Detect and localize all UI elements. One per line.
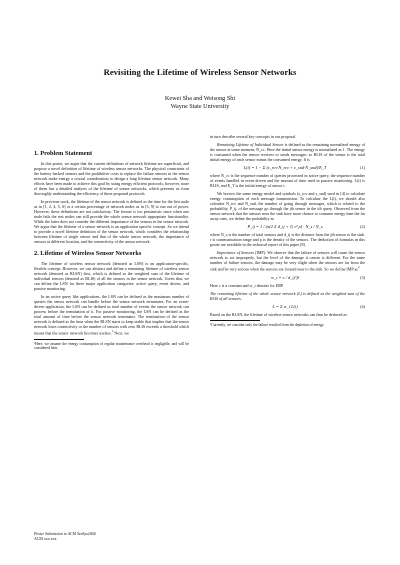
footnote-1: ¹Here, we assume the energy consumption of regular maintenance overhead is negligible, and will be considered later. <box>34 341 189 351</box>
equation-number: (2) <box>360 224 365 230</box>
paragraph: In this poster, we argue that the current definitions of network lifetime are superficial, and propose a novel definition of lifetime of wireless sensor networks. The physical constraints of the battery backed sensors and the prohibitive costs to replace the failure sensors in the sensor network make energy a crucial consideration to design a long lifetime sensor network. Many efforts have been made to achieve this goal by using energy efficient protocols, however, none of them has a detailed analysis of the lifetime of sensor networks, which prevents us from thoroughly understanding the efficiency of these proposed protocols. <box>34 161 189 197</box>
equation-number: (4) <box>360 303 365 309</box>
paragraph: in turn describe several key concepts in our proposal. <box>210 134 297 139</box>
paragraph: The remaining lifetime of the whole sensor network (L) is defined as the weighted sum of the RLIS of all sensors. <box>210 290 365 301</box>
paragraph-text: (IMP). We observe that the failure of sensors will cause the sensor network to act improperly, but the level of the damage it causes is different. For the same number of failure sensors, the damage may be very slight when the sensors are far from the sink and be very serious when the sensors are located near to the sink. So we define IMP as <box>210 250 365 272</box>
equation-number: (1) <box>360 165 365 171</box>
term-imp: Importance of Sensors <box>217 250 254 256</box>
paper-title: Revisiting the Lifetime of Wireless Sensor Networks <box>103 67 297 77</box>
footnote-mark: 1 <box>111 329 114 334</box>
term-rlis: Remaining Lifetime of Individual Sensor <box>217 142 284 148</box>
right-column <box>210 134 365 327</box>
footnote-rule <box>34 339 84 340</box>
section-1-heading: 1. Problem Statement <box>34 150 93 157</box>
author-block <box>0 95 400 112</box>
paragraph: where N_s is the number of total sensors and d_ij is the distance from the jth sensor to the sink. r is communication range and ρ is the density of the sensors. The deduction of formulas in this poster are available in the technical report of this paper [8]. <box>210 232 365 248</box>
equation-number: (3) <box>360 274 365 280</box>
affiliation: Wayne State University <box>170 103 230 111</box>
paragraph-text: In an active query like applications, the LSN can be defined as the maximum number of queries the sensor network can handle before the sensor network terminates. For an event-driven application, the LSN can be defined as total number of events the sensor network can process before the termination of it. For passive monitoring, the LSN can be defined as the total amount of time before the sensor network terminates. The termination of the sensor network is defined as the time when the RLSN starts to keep stable that implies that the sensor network loses connectivity or the number of sensors with zero RLIS exceeds a threshold which means that the sensor network becomes useless. <box>34 294 189 336</box>
paragraph: We borrow the same energy model and symbols (ε_rcv and ε_snd) used in [4] to calculate energy consumption of each message transmission. To calculate the L(i), we should also calculate N_rcv and N_snd, the number of going through messages, which is related to the probability, P_ij, of the message go through the jth sensor in the ith query. Observed from the sensor network that the sensors near the sink have more chance to consume energy than the far away ones, we define the probability as <box>210 191 365 222</box>
section-2-heading: 2. Lifetime of Wireless Sensor Networks <box>34 250 142 258</box>
equation-body: L = Σ w_i L(i) <box>272 303 298 309</box>
paragraph <box>34 294 189 335</box>
venue-line-1: Poster Submission to ACM SenSys2004. <box>34 532 97 536</box>
authors: Kewei Sha and Weisong Shi <box>164 95 236 102</box>
equation-2 <box>210 224 365 229</box>
paragraph-tail: Next, we <box>113 330 129 336</box>
equation-4 <box>210 304 365 309</box>
venue-note <box>34 532 97 542</box>
footnote-rule <box>210 320 260 321</box>
equation-body: w_i = c / d_ij^β <box>271 274 299 280</box>
equation-3 <box>210 275 365 280</box>
paragraph: In previous work, the lifetime of the sensor network is defined as the time for the first node as in [1, 2, 4, 5, 6] or a certain percentage of network nodes as in [3, 9] to run out of power. However, these definitions are not satisfactory. The former is too pessimistic since when one node fails the rest nodes can still provide the whole sensor network appropriate functionality. While the latter does not consider the different importance of the sensors in the sensor network. We argue that the lifetime of a sensor network is an application specific concept. So we intend to provide a novel lifetime definition of the sensor network, which considers the relationship between lifetime of single sensor and that of the whole sensor network, the importance of sensors at different location, and the connectivity of the sensor network. <box>34 199 189 245</box>
equation-1 <box>210 165 365 170</box>
paragraph-text: is defined as the remaining normalized energy of the sensor at some moment, N_cc. Here the initial sensor energy is normalized as 1. The energy is consumed when the sensor receives or sends messages, so RLIS of the sensor is the total initial energy of each sensor minus the consumed energy. It is <box>210 142 365 163</box>
paragraph: The lifetime of wireless sensor network (denoted as LSN) is an application-specific, flexible concept. However, we can abstract and define a remaining lifetime of wireless sensor network (denoted as RLSN) first, which is defined as the weighted sum of the lifetime of individual sensors (denoted as RLIS) of all the sensors in the sensor network. Given that, we can define the LSN for three major application categories: active query, event driven, and passive monitoring. <box>34 261 189 292</box>
paragraph <box>210 250 365 271</box>
paragraph <box>210 142 365 162</box>
paragraph: Based on the RLSN, the lifetime of wireless sensor networks can thus be deduced as <box>210 311 347 317</box>
paragraph: Here c is a constant and w_i denotes for IMP. <box>210 282 284 288</box>
left-column <box>34 150 189 351</box>
equation-body: P_ij = 1 / (π(2 Σ d_ij + 1) r² ρ) · N_s / N_s <box>247 224 323 230</box>
equation-body: L(i) = 1 − Σ (ε_rcv·N_rcv + ε_snd·N_snd)/E_T <box>243 165 327 171</box>
venue-line-2: ACM xxx.xxx. <box>34 536 58 541</box>
footnote-2: ²Currently, we consider only the failure resulted from the depletion of energy. <box>210 322 325 327</box>
footnote-mark: 2 <box>357 265 360 270</box>
paragraph: where N_cc is the sequence number of queries processed in active query, the sequence number of events handled in event driven and the amount of time used in passive monitoring. L(i) is RLIS, and E_T is the initial energy of sensor i. <box>210 173 365 189</box>
